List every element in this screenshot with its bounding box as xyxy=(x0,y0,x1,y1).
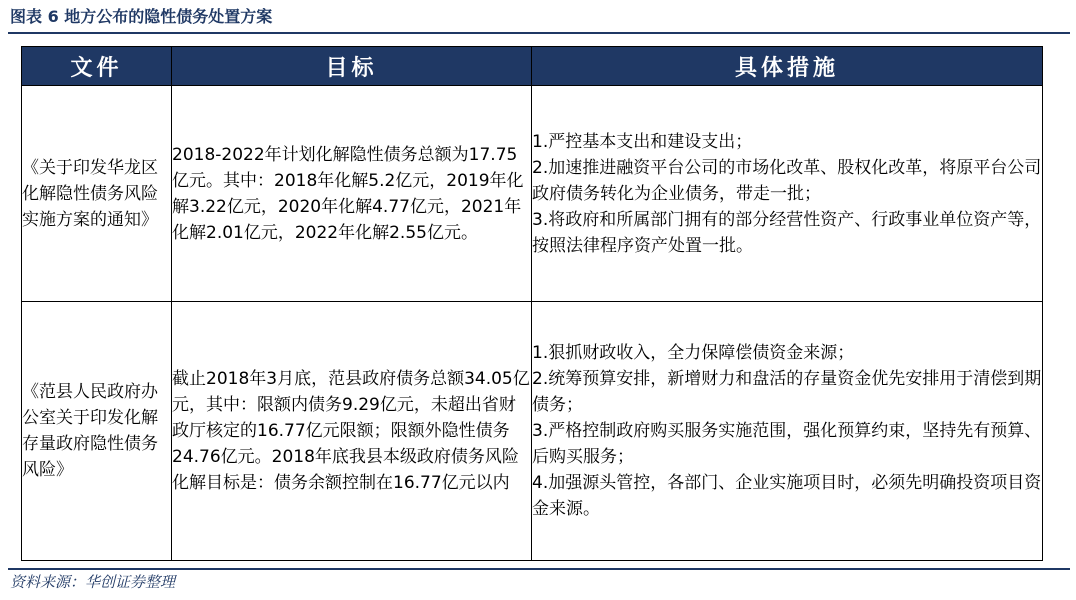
title-divider xyxy=(8,32,1070,34)
measure-item: 4.加强源头管控，各部门、企业实施项目时，必须先明确投资项目资金来源。 xyxy=(532,473,1042,519)
header-goal: 目标 xyxy=(172,47,532,86)
header-measures: 具体措施 xyxy=(532,47,1043,86)
table-header-row xyxy=(22,47,1043,86)
measure-item: 1.狠抓财政收入，全力保障偿债资金来源； xyxy=(532,343,855,363)
row1-measures xyxy=(532,86,1043,302)
row1-goal: 2018-2022年计划化解隐性债务总额为17.75亿元。其中：2018年化解5.2亿元，2019年化解3.22亿元，2020年化解4.77亿元，2021年化解2.01亿元，2022年化解2.55亿元。 xyxy=(172,86,532,302)
row2-doc: 《范县人民政府办公室关于印发化解存量政府隐性债务风险》 xyxy=(22,302,172,561)
measure-item: 3.严格控制政府购买服务实施范围，强化预算约束，坚持先有预算、后购买服务； xyxy=(532,421,1042,467)
row1-doc: 《关于印发华龙区化解隐性债务风险实施方案的通知》 xyxy=(22,86,172,302)
row2-measures xyxy=(532,302,1043,561)
source-note: 资料来源：华创证券整理 xyxy=(10,573,176,591)
table-row xyxy=(22,86,1043,302)
measure-item: 1.严控基本支出和建设支出； xyxy=(532,131,753,152)
table-row xyxy=(22,302,1043,561)
measure-item: 3.将政府和所属部门拥有的部分经营性资产、行政事业单位资产等，按照法律程序资产处置一批。 xyxy=(532,209,1042,256)
measure-item: 2.加速推进融资平台公司的市场化改革、股权化改革，将原平台公司政府债务转化为企业债务，带走一批； xyxy=(532,157,1042,204)
debt-plan-table xyxy=(21,46,1043,561)
footer-divider xyxy=(8,568,1070,570)
row2-goal: 截止2018年3月底，范县政府债务总额34.05亿元，其中：限额内债务9.29亿元，未超出省财政厅核定的16.77亿元限额；限额外隐性债务24.76亿元。2018年底我县本级政府债务风险化解目标是：债务余额控制在16.77亿元以内 xyxy=(172,302,532,561)
figure-title: 图表 6 地方公布的隐性债务处置方案 xyxy=(10,7,273,26)
measure-item: 2.统筹预算安排，新增财力和盘活的存量资金优先安排用于清偿到期债务； xyxy=(532,369,1042,415)
header-doc: 文件 xyxy=(22,47,172,86)
